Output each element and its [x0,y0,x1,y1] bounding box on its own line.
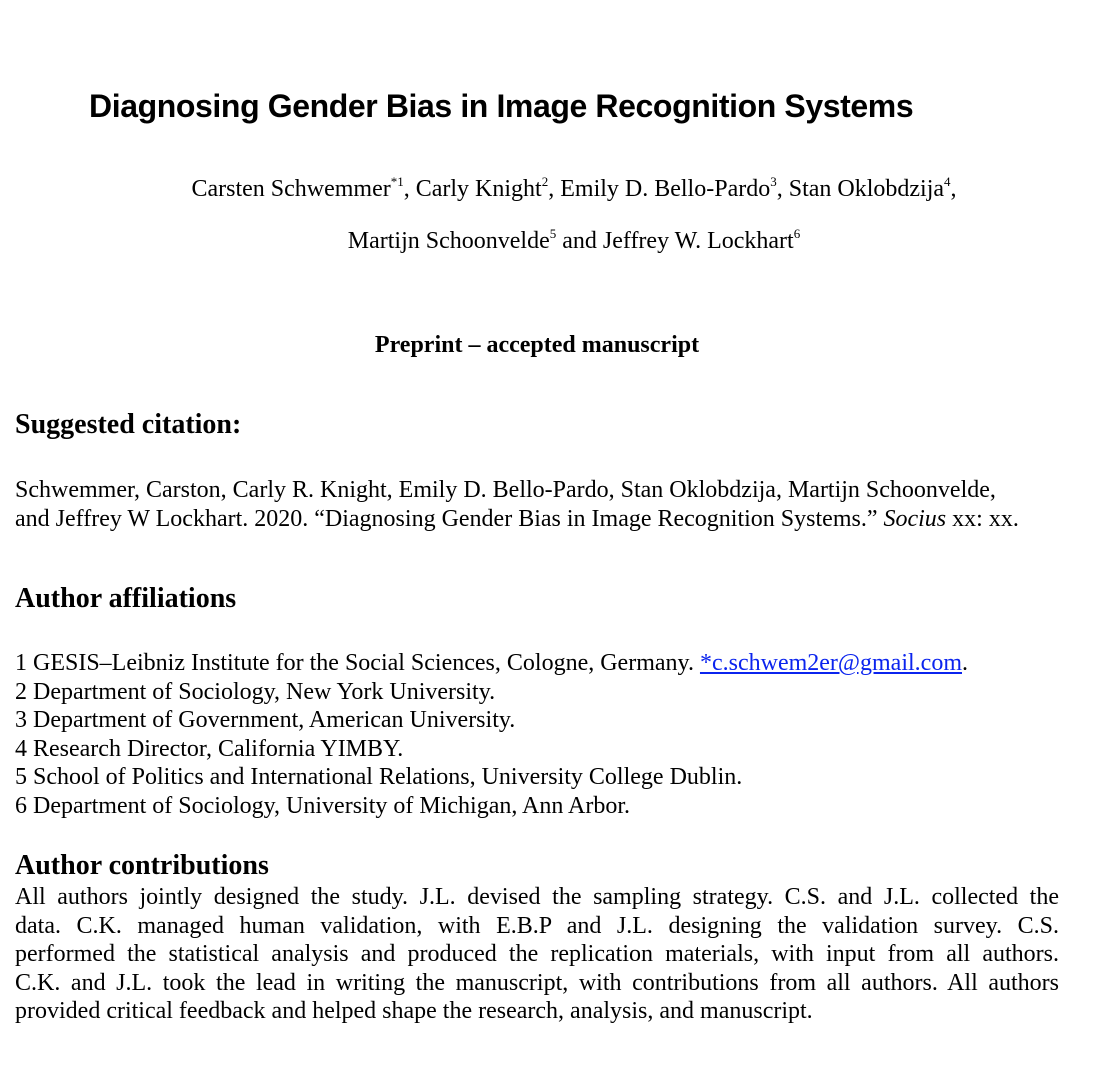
document-title: Diagnosing Gender Bias in Image Recognition Systems [89,88,914,124]
citation-text-segment: xx: xx. [946,506,1019,532]
affiliation-item: 2 Department of Sociology, New York University. [15,678,496,705]
author-affiliation-mark: 5 [549,226,557,241]
manuscript-status: Preprint – accepted manuscript [374,332,700,358]
author-line-1 [0,174,1094,204]
author-affiliation-mark: 4 [944,174,951,189]
author-separator: and [556,228,603,254]
citation-text [15,476,1075,534]
author-name: Martijn Schoonvelde [347,228,550,254]
affiliations-heading: Author affiliations [15,583,237,614]
author-separator: , [548,176,561,202]
affiliation-punctuation: . [962,650,968,676]
affiliation-item: 6 Department of Sociology, University of Michigan, Ann Arbor. [15,792,631,819]
contributions-line: C.K. and J.L. took the lead in writing the manuscript, with contributions from all authors. All authors [15,969,1059,996]
affiliation-item: 3 Department of Government, American University. [15,707,516,734]
citation-text-segment: and Jeffrey W Lockhart. 2020. “Diagnosing Gender Bias in Image Recognition Systems.” [15,506,884,532]
affiliation-item [15,649,968,678]
contributions-line: data. C.K. managed human validation, with E.B.P and J.L. designing the validation survey. C.S. [15,912,1059,939]
affiliation-item: 5 School of Politics and International Relations, University College Dublin. [15,764,743,791]
contributions-heading: Author contributions [15,850,269,881]
author-separator: , [403,176,416,202]
author-name: Carly Knight [415,176,542,202]
contributions-line: performed the statistical analysis and produced the replication materials, with input from all authors. [15,941,1059,968]
citation-line: Schwemmer, Carston, Carly R. Knight, Emily D. Bello-Pardo, Stan Oklobdzija, Martijn Schoonvelde, [15,477,996,503]
author-separator: , [776,176,789,202]
affiliation-item: 4 Research Director, California YIMBY. [15,735,404,762]
author-affiliation-mark: *1 [390,174,404,189]
citation-line [15,505,1075,534]
contributions-line: All authors jointly designed the study. J.L. devised the sampling strategy. C.S. and J.L. collected the [15,884,1059,910]
author-line-2 [0,226,1094,256]
author-name: Stan Oklobdzija [788,176,945,202]
citation-heading: Suggested citation: [15,409,242,440]
author-affiliation-mark: 6 [793,226,801,241]
author-name: Carsten Schwemmer [191,176,391,202]
author-name: Jeffrey W. Lockhart [602,228,794,254]
author-affiliation-mark: 2 [541,174,549,189]
affiliation-text: 1 GESIS–Leibniz Institute for the Social Sciences, Cologne, Germany. [15,650,700,676]
author-separator: , [950,176,957,202]
author-name: Emily D. Bello-Pardo [560,176,771,202]
corresponding-email-link[interactable]: *c.schwem2er@gmail.com [699,650,962,676]
contributions-text [15,883,1059,1026]
contributions-line: provided critical feedback and helped shape the research, analysis, and manuscript. [15,998,813,1025]
author-affiliation-mark: 3 [770,174,777,189]
journal-name: Socius [883,506,947,532]
affiliations-list [15,649,968,821]
